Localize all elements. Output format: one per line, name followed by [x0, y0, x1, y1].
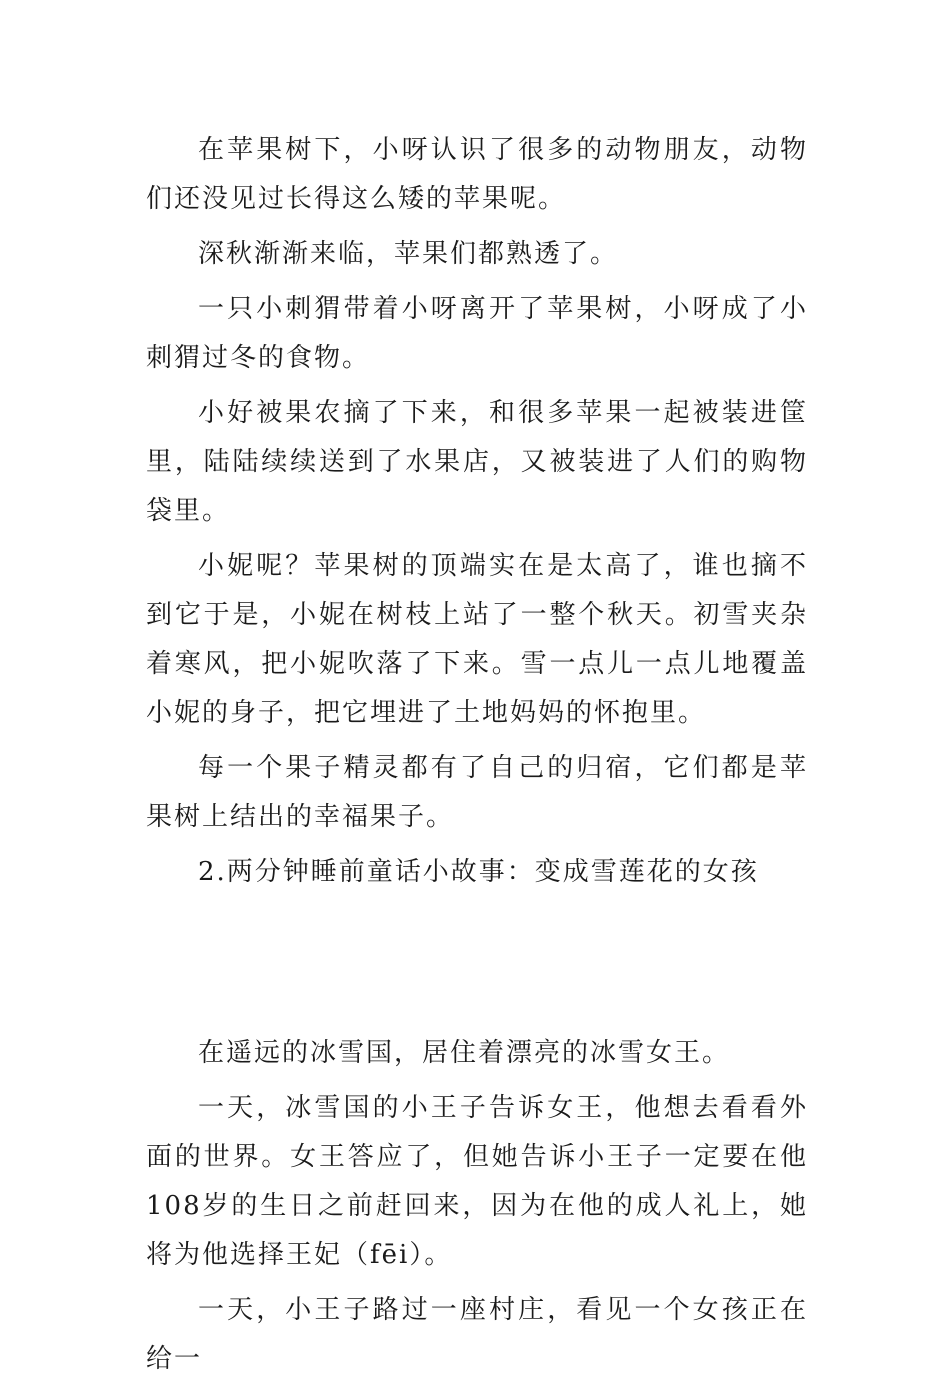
- paragraph-ice-snow-kingdom: 在遥远的冰雪国，居住着漂亮的冰雪女王。: [198, 1038, 731, 1068]
- section-gap: [146, 897, 808, 1029]
- paragraph-village-girl: 一天，小王子路过一座村庄，看见一个女孩正在给一: [146, 1295, 808, 1374]
- document-body: [146, 126, 808, 1390]
- paragraph-little-prince-promise: 一天，冰雪国的小王子告诉女王，他想去看看外面的世界。女王答应了，但她告诉小王子一定要在他108岁的生日之前赶回来，因为在他的成人礼上，她将为他选择王妃（fēi）。: [146, 1093, 808, 1270]
- paragraph-hedgehog: 一只小刺猬带着小呀离开了苹果树，小呀成了小刺猬过冬的食物。: [146, 294, 808, 373]
- paragraph-picked-by-farmer: 小好被果农摘了下来，和很多苹果一起被装进筐里，陆陆续续送到了水果店，又被装进了人们的购物袋里。: [146, 398, 808, 526]
- paragraph-late-autumn: 深秋渐渐来临，苹果们都熟透了。: [198, 239, 619, 269]
- paragraph-happy-fruits: 每一个果子精灵都有了自己的归宿，它们都是苹果树上结出的幸福果子。: [146, 753, 808, 832]
- section-heading: 2.两分钟睡前童话小故事：变成雪莲花的女孩: [198, 857, 759, 887]
- paragraph-xiaoni-first-snow: 小妮呢？苹果树的顶端实在是太高了，谁也摘不到它于是，小妮在树枝上站了一整个秋天。初雪夹杂着寒风，把小妮吹落了下来。雪一点儿一点儿地覆盖小妮的身子，把它埋进了土地妈妈的怀抱里。: [146, 551, 808, 728]
- paragraph-apple-tree-friends: 在苹果树下，小呀认识了很多的动物朋友，动物们还没见过长得这么矮的苹果呢。: [146, 135, 808, 214]
